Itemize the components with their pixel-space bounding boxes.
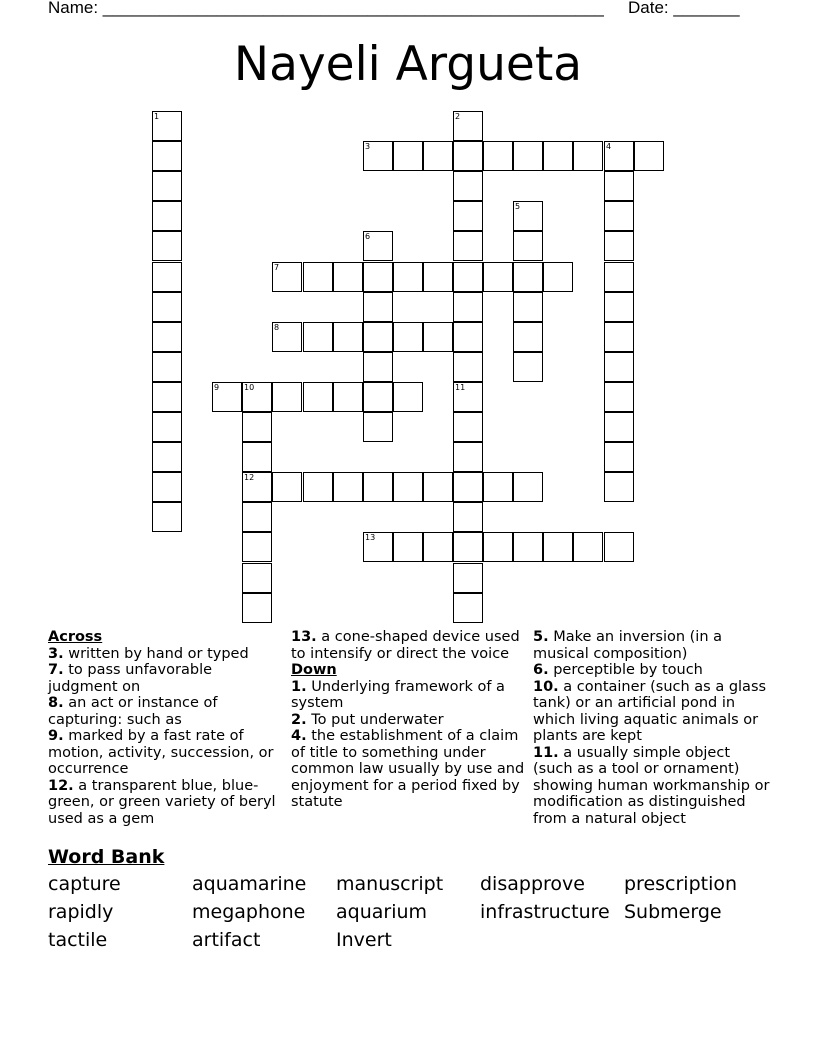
word-bank-item: infrastructure <box>480 901 610 923</box>
grid-cell[interactable] <box>453 322 483 352</box>
grid-cell[interactable] <box>363 262 393 292</box>
grid-cell[interactable] <box>453 382 483 412</box>
grid-cell[interactable] <box>453 262 483 292</box>
grid-cell[interactable] <box>453 171 483 201</box>
grid-cell[interactable] <box>152 472 182 502</box>
grid-cell[interactable] <box>513 231 543 261</box>
grid-cell[interactable] <box>333 322 363 352</box>
grid-cell[interactable] <box>634 141 664 171</box>
word-bank-item: aquamarine <box>192 873 307 895</box>
grid-cell[interactable] <box>513 201 543 231</box>
grid-cell[interactable] <box>483 141 513 171</box>
grid-cell[interactable] <box>272 322 302 352</box>
grid-cell[interactable] <box>272 472 302 502</box>
grid-cell[interactable] <box>393 382 423 412</box>
word-bank <box>48 872 788 952</box>
grid-cell[interactable] <box>604 442 634 472</box>
clues-column-1 <box>48 629 280 827</box>
grid-cell[interactable] <box>242 442 272 472</box>
word-bank-item: aquarium <box>336 901 428 923</box>
grid-cell[interactable] <box>152 262 182 292</box>
grid-cell[interactable] <box>242 472 272 502</box>
grid-cell[interactable] <box>152 201 182 231</box>
word-bank-item: tactile <box>48 929 108 951</box>
word-bank-item: Submerge <box>624 901 722 923</box>
grid-cell[interactable] <box>604 322 634 352</box>
across-clue-7: 7. to pass unfavorable judgment on <box>48 662 213 695</box>
grid-cell[interactable] <box>453 352 483 382</box>
clue-number: 5 <box>515 202 521 211</box>
grid-cell[interactable] <box>513 141 543 171</box>
grid-cell[interactable] <box>423 141 453 171</box>
grid-cell[interactable] <box>423 472 453 502</box>
clue-number: 9 <box>214 383 220 392</box>
clue-number: 11 <box>455 383 466 392</box>
clue-number: 12 <box>244 473 255 482</box>
grid-cell[interactable] <box>333 472 363 502</box>
grid-cell[interactable] <box>242 382 272 412</box>
grid-cell[interactable] <box>152 502 182 532</box>
grid-cell[interactable] <box>152 292 182 322</box>
grid-cell[interactable] <box>423 262 453 292</box>
grid-cell[interactable] <box>303 382 333 412</box>
grid-cell[interactable] <box>604 292 634 322</box>
grid-cell[interactable] <box>513 262 543 292</box>
grid-cell[interactable] <box>453 412 483 442</box>
clues-column-3 <box>533 629 773 827</box>
across-clue-12: 12. a transparent blue, blue-green, or green variety of beryl used as a gem <box>48 777 276 827</box>
word-bank-heading: Word Bank <box>48 846 165 868</box>
grid-cell[interactable] <box>604 141 634 171</box>
grid-cell[interactable] <box>543 141 573 171</box>
grid-cell[interactable] <box>604 352 634 382</box>
grid-cell[interactable] <box>453 472 483 502</box>
grid-cell[interactable] <box>152 141 182 171</box>
name-field[interactable]: Name: _____________________________________________________ <box>48 0 604 17</box>
grid-cell[interactable] <box>303 472 333 502</box>
word-bank-item: disapprove <box>480 873 585 895</box>
grid-cell[interactable] <box>333 262 363 292</box>
grid-cell[interactable] <box>152 322 182 352</box>
word-bank-item: Invert <box>336 929 392 951</box>
grid-cell[interactable] <box>303 322 333 352</box>
clues-column-2 <box>291 629 526 811</box>
grid-cell[interactable] <box>333 382 363 412</box>
grid-cell[interactable] <box>453 111 483 141</box>
grid-cell[interactable] <box>212 382 242 412</box>
grid-cell[interactable] <box>513 532 543 562</box>
grid-cell[interactable] <box>604 472 634 502</box>
grid-cell[interactable] <box>513 322 543 352</box>
grid-cell[interactable] <box>363 292 393 322</box>
across-clue-13: 13. a cone-shaped device used to intensify or direct the voice <box>291 629 520 662</box>
grid-cell[interactable] <box>393 262 423 292</box>
grid-cell[interactable] <box>604 201 634 231</box>
down-clue-4: 4. the establishment of a claim of title to something under common law usually by use and enjoyment for a period fixed by statute <box>291 728 525 810</box>
grid-cell[interactable] <box>453 141 483 171</box>
word-bank-item: rapidly <box>48 901 114 923</box>
grid-cell[interactable] <box>363 141 393 171</box>
clue-number: 1 <box>154 112 160 121</box>
grid-cell[interactable] <box>483 532 513 562</box>
grid-cell[interactable] <box>363 472 393 502</box>
grid-cell[interactable] <box>543 262 573 292</box>
word-bank-item: capture <box>48 873 121 895</box>
grid-cell[interactable] <box>152 352 182 382</box>
clue-number: 13 <box>365 533 376 542</box>
grid-cell[interactable] <box>604 262 634 292</box>
grid-cell[interactable] <box>363 352 393 382</box>
down-clue-5: 5. Make an inversion (in a musical composition) <box>533 629 723 662</box>
puzzle-title: Nayeli Argueta <box>233 37 583 92</box>
grid-cell[interactable] <box>303 262 333 292</box>
clue-number: 2 <box>455 112 461 121</box>
grid-cell[interactable] <box>152 171 182 201</box>
across-clue-3: 3. written by hand or typed <box>48 645 249 662</box>
grid-cell[interactable] <box>152 412 182 442</box>
grid-cell[interactable] <box>453 532 483 562</box>
grid-cell[interactable] <box>513 352 543 382</box>
grid-cell[interactable] <box>604 171 634 201</box>
grid-cell[interactable] <box>453 593 483 623</box>
grid-cell[interactable] <box>453 502 483 532</box>
grid-cell[interactable] <box>393 141 423 171</box>
grid-cell[interactable] <box>363 231 393 261</box>
down-clue-11: 11. a usually simple object (such as a tool or ornament) showing human workmanship or modification as distinguished from a natural object <box>533 744 770 827</box>
word-bank-item: megaphone <box>192 901 306 923</box>
grid-cell[interactable] <box>363 412 393 442</box>
grid-cell[interactable] <box>393 472 423 502</box>
grid-cell[interactable] <box>604 412 634 442</box>
word-bank-item: manuscript <box>336 873 444 895</box>
word-bank-item: prescription <box>624 873 738 895</box>
grid-cell[interactable] <box>513 472 543 502</box>
down-clue-6: 6. perceptible by touch <box>533 662 703 678</box>
word-bank-item: artifact <box>192 929 261 951</box>
down-clue-2: 2. To put underwater <box>291 711 444 728</box>
down-clue-1: 1. Underlying framework of a system <box>291 678 505 711</box>
grid-cell[interactable] <box>453 563 483 593</box>
clue-number: 10 <box>244 383 255 392</box>
grid-cell[interactable] <box>543 532 573 562</box>
grid-cell[interactable] <box>152 111 182 141</box>
grid-cell[interactable] <box>453 442 483 472</box>
grid-cell[interactable] <box>423 322 453 352</box>
grid-cell[interactable] <box>453 231 483 261</box>
grid-cell[interactable] <box>242 502 272 532</box>
grid-cell[interactable] <box>242 593 272 623</box>
grid-cell[interactable] <box>604 532 634 562</box>
grid-cell[interactable] <box>152 231 182 261</box>
grid-cell[interactable] <box>272 262 302 292</box>
grid-cell[interactable] <box>242 563 272 593</box>
grid-cell[interactable] <box>242 532 272 562</box>
clue-number: 3 <box>365 142 371 151</box>
grid-cell[interactable] <box>363 322 393 352</box>
grid-cell[interactable] <box>604 382 634 412</box>
down-heading: Down <box>291 662 337 678</box>
grid-cell[interactable] <box>453 292 483 322</box>
grid-cell[interactable] <box>453 201 483 231</box>
grid-cell[interactable] <box>423 532 453 562</box>
grid-cell[interactable] <box>152 382 182 412</box>
clue-number: 8 <box>274 323 280 332</box>
across-clue-9: 9. marked by a fast rate of motion, activity, succession, or occurrence <box>48 728 274 777</box>
clue-number: 6 <box>365 232 371 241</box>
grid-cell[interactable] <box>272 382 302 412</box>
grid-cell[interactable] <box>573 532 603 562</box>
grid-cell[interactable] <box>393 532 423 562</box>
grid-cell[interactable] <box>483 472 513 502</box>
grid-cell[interactable] <box>573 141 603 171</box>
grid-cell[interactable] <box>483 262 513 292</box>
clue-number: 7 <box>274 263 280 272</box>
grid-cell[interactable] <box>604 231 634 261</box>
across-clue-8: 8. an act or instance of capturing: such as <box>48 695 218 728</box>
grid-cell[interactable] <box>363 532 393 562</box>
across-heading: Across <box>48 629 103 645</box>
date-field[interactable]: Date: _______ <box>628 0 740 17</box>
clue-number: 4 <box>606 142 612 151</box>
grid-cell[interactable] <box>242 412 272 442</box>
grid-cell[interactable] <box>152 442 182 472</box>
grid-cell[interactable] <box>513 292 543 322</box>
grid-cell[interactable] <box>363 382 393 412</box>
down-clue-10: 10. a container (such as a glass tank) or an artificial pond in which living aquatic animals or plants are kept <box>533 678 767 744</box>
grid-cell[interactable] <box>393 322 423 352</box>
